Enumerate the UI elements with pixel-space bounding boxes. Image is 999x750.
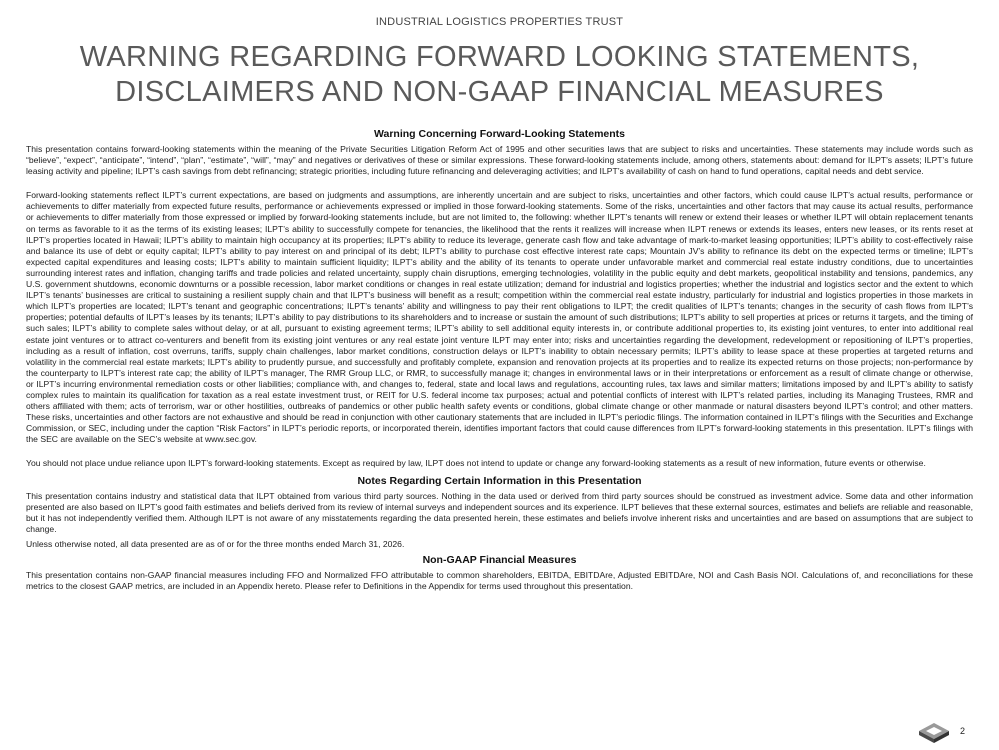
page-number: 2	[960, 726, 966, 736]
company-name: INDUSTRIAL LOGISTICS PROPERTIES TRUST	[375, 16, 624, 28]
forward-looking-paragraph-3: You should not place undue reliance upon ILPT’s forward-looking statements. Except as required by law, ILPT does not intend to update or change any forward-looking statements as a result of new information, future events or otherwise.	[26, 458, 926, 469]
notes-heading: Notes Regarding Certain Information in this Presentation	[357, 474, 642, 487]
forward-looking-paragraph-1: This presentation contains forward-looking statements within the meaning of the Private Securities Litigation Reform Act of 1995 and other securities laws that are subject to risks and uncertainties. These statements may include words such as “believe”, “expect”, “anticipate”, “intend”, “plan”, “estimate”, “will”, “may” and negatives or derivatives of these or similar expressions. These forward-looking statements include, among others, statements about: demand for ILPT’s assets; ILPT’s future leasing activity and pipeline; ILPT’s cash savings from debt refinancing; strategic priorities, including future refinancing and deleveraging activities; and ILPT’s availability of cash on hand to fund operations, capital needs and debt service.	[26, 144, 973, 177]
ilpt-diamond-logo-icon	[918, 722, 950, 744]
forward-looking-paragraph-2: Forward-looking statements reflect ILPT’s current expectations, are based on judgments and assumptions, are inherently uncertain and are subject to risks, uncertainties and other factors, which could cause ILPT’s actual results, performance or achievements to differ materially from expected future results, performance or achievements expressed or implied in those forward-looking statements. Some of the risks, uncertainties and other factors that may cause its actual results, performance or achievements to differ materially from those expressed or implied by forward-looking statements include, but are not limited to, the following: whether ILPT’s tenants will renew or extend their leases or whether ILPT will obtain replacement tenants on terms as favorable to it as the terms of its existing leases; ILPT’s ability to successfully compete for tenancies, the likelihood that the rents it realizes will increase when ILPT renews or extends its leases, enters new leases, or its rents reset at ILPT’s properties located in Hawaii; ILPT’s ability to maintain high occupancy at its properties; ILPT’s ability to reduce its leverage, generate cash flow and take advantage of mark-to-market leasing opportunities; ILPT’s ability to cost-effectively raise and balance its use of debt or equity capital; ILPT’s ability to pay interest on and principal of its debt; ILPT’s ability to purchase cost effective interest rate caps; Mountain JV’s ability to refinance its debt on the expected terms or timeline; ILPT’s expected capital expenditures and leasing costs; ILPT’s ability to maintain sufficient liquidity; ILPT’s ability and the ability of its tenants to operate under unfavorable market and commercial real estate industry conditions, due to uncertainties surrounding interest rates and inflation, changing tariffs and trade policies and related uncertainty, supply chain disruptions, emerging technologies, volatility in the public equity and debt markets, geopolitical instability and tensions, pandemics, any U.S. government shutdowns, economic downturns or a possible recession, labor market conditions or changes in real estate utilization; demand for industrial and logistics properties; whether the industrial and logistics sector and the extent to which ILPT’s tenants’ businesses are critical to sustaining a resilient supply chain and that ILPT’s business will benefit as a result; competition within the commercial real estate industry, particularly for industrial and logistics properties in those markets in which ILPT’s properties are located; ILPT’s tenant and geographic concentrations; ILPT’s tenants’ ability and willingness to pay their rent obligations to ILPT; the credit qualities of ILPT’s tenants; changes in the security of cash flows from ILPT’s properties; potential defaults of ILPT’s leases by its tenants; ILPT’s ability to pay distributions to its shareholders and to increase or sustain the amount of such distributions; ILPT’s ability to sell properties at prices or returns it targets, and the timing of such sales; ILPT’s ability to complete sales without delay, or at all, pursuant to existing agreement terms; ILPT’s ability to sell additional equity interests in, or contribute additional properties to, its existing joint ventures, to enter into additional real estate joint ventures or to attract co-venturers and benefit from its existing joint ventures or any real estate joint venture ILPT may enter into; risks and uncertainties regarding the development, redevelopment or repositioning of ILPT’s properties, including as a result of inflation, cost overruns, tariffs, supply chain challenges, labor market conditions, construction delays or ILPT’s inability to obtain necessary permits; ILPT’s ability to lease space at these properties at targeted returns and volatility in the commercial real estate markets; ILPT’s ability to prudently pursue, and successfully and profitably complete, expansion and renovation projects at its properties and to realize its expected returns on those projects; non-performance by the counterparty to ILPT’s interest rate cap; the ability of ILPT’s manager, The RMR Group LLC, or RMR, to successfully manage it; changes in environmental laws or in their interpretations or enforcement as a result of climate change or otherwise, or ILPT’s incurring environmental remediation costs or other liabilities; compliance with, and changes to, federal, state and local laws and regulations, accounting rules, tax laws and similar matters; limitations imposed by and ILPT’s ability to satisfy complex rules to maintain its qualification for taxation as a real estate investment trust, or REIT for U.S. federal income tax purposes; actual and potential conflicts of interest with ILPT’s related parties, including its Managing Trustees, RMR and others affiliated with them; acts of terrorism, war or other hostilities, outbreaks of pandemics or other public health safety events or conditions, global climate change or other manmade or natural disasters beyond ILPT’s control; and other matters. These risks, uncertainties and other factors are not exhaustive and should be read in conjunction with other cautionary statements that are included in ILPT’s periodic filings. The information contained in ILPT’s filings with the Securities and Exchange Commission, or SEC, including under the caption “Risk Factors” in ILPT’s periodic reports, or incorporated therein, identifies important factors that could cause differences from ILPT’s forward-looking statements in this presentation. ILPT’s filings with the SEC are available on the SEC’s website at www.sec.gov.	[26, 190, 973, 445]
disclaimer-content	[26, 128, 973, 592]
non-gaap-heading: Non-GAAP Financial Measures	[422, 554, 577, 566]
forward-looking-heading: Warning Concerning Forward-Looking Statements	[373, 128, 626, 140]
notes-paragraph-1: This presentation contains industry and statistical data that ILPT obtained from various third party sources. Nothing in the data used or derived from third party sources should be construed as investment advice. Some data and other information presented are also based on ILPT’s good faith estimates and beliefs derived from its review of internal surveys and independent sources and its experience. ILPT believes that these external sources, estimates and beliefs are reliable and reasonable, but it has not independently verified them. Although ILPT is not aware of any misstatements regarding the data presented herein, these estimates and beliefs involve inherent risks and uncertainties and are based on assumptions that are subject to change.	[26, 490, 973, 534]
page-title: WARNING REGARDING FORWARD LOOKING STATEMENTS, DISCLAIMERS AND NON-GAAP FINANCIAL MEASURES	[79, 41, 920, 108]
notes-paragraph-2: Unless otherwise noted, all data presented are as of or for the three months ended March 31, 2026.	[26, 538, 405, 549]
non-gaap-paragraph: This presentation contains non-GAAP financial measures including FFO and Normalized FFO attributable to common shareholders, EBITDA, EBITDAre, Adjusted EBITDAre, NOI and Cash Basis NOI. Calculations of, and reconciliations for these metrics to the closest GAAP metrics, are included in an Appendix hereto. Please refer to Definitions in the Appendix for terms used throughout this presentation.	[26, 570, 973, 592]
